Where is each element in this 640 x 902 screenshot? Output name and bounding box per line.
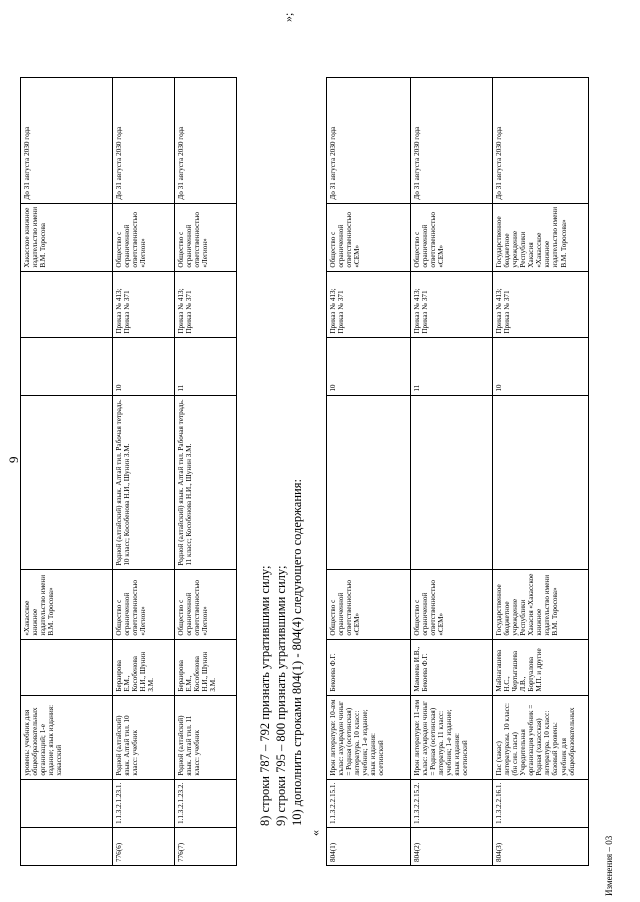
cell-date: До 31 августа 2030 года xyxy=(493,77,589,203)
cell-code: 1.1.3.2.2.15.2. xyxy=(411,779,493,827)
cell-grade: 10 xyxy=(327,337,411,395)
cell-code: 1.1.3.2.2.16.1. xyxy=(493,779,589,827)
cell-org: Общество с ограниченной ответственностью «Легион» xyxy=(175,203,237,271)
table-row xyxy=(493,77,589,865)
cell-title: Ирон литературæ: 10-æм кълас: ахуырадон чиныг = Родная (осетинская) литература. 10 класс: учебник; 1-е издание; язык издания: осетинский xyxy=(327,695,411,779)
cell-num xyxy=(21,828,113,866)
cell-org: Общество с ограниченной ответственностью «СЕМ» xyxy=(327,203,411,271)
table-row xyxy=(113,77,175,865)
cell-title: Пас (хакас) литературазы. 10 класс: (бн син. пасы) Учредительная организация учебник = Родная (хакасская) литература. 10 класс: базовый уровень: учебник для общеобразовательных xyxy=(493,695,589,779)
table-top xyxy=(20,77,237,866)
table-bottom xyxy=(326,77,589,866)
cell-grade: 10 xyxy=(493,337,589,395)
cell-code xyxy=(21,779,113,827)
cell-authors xyxy=(21,639,113,695)
cell-org: Государственное бюджетное учреждение Республики Хакасия «Хакасское книжное издательство имени В.М. Торосова» xyxy=(493,203,589,271)
table-row xyxy=(411,77,493,865)
cell-content xyxy=(21,395,113,569)
cell-publisher: Общество с ограниченной ответственностью «СЕМ» xyxy=(327,569,411,639)
page-number: 9 xyxy=(6,456,21,463)
amendment-line-10: 10) дополнить строками 804(1) - 804(4) следующего содержания: xyxy=(290,479,304,826)
cell-org: Общество с ограниченной ответственностью «Легион» xyxy=(113,203,175,271)
cell-date: До 31 августа 2030 года xyxy=(411,77,493,203)
cell-grade: 11 xyxy=(175,337,237,395)
cell-code: 1.1.3.2.1.23.1. xyxy=(113,779,175,827)
cell-date: До 31 августа 2030 года xyxy=(21,77,113,203)
cell-order: Приказ № 413; Приказ № 371 xyxy=(327,271,411,337)
cell-title: Ирон литературæ: 11-æм кълас: ахуырадон чиныг = Родная (осетинская) литература. 11 класс: учебник; 1-е издание; язык издания: осетинский xyxy=(411,695,493,779)
cell-org: Хакасское книжное издательство имени В.М. Торосова xyxy=(21,203,113,271)
amendment-line-8: 8) строки 787 – 792 признать утратившими силу; xyxy=(258,565,272,826)
cell-publisher: Общество с ограниченной ответственностью «Легион» xyxy=(113,569,175,639)
cell-org: Общество с ограниченной ответственностью «СЕМ» xyxy=(411,203,493,271)
cell-num: 776(7) xyxy=(175,828,237,866)
opening-quote: « xyxy=(308,830,322,836)
cell-authors: Майнагашева Н.С., Чертыгашева Л.В., Бортуалова М.П. и другие xyxy=(493,639,589,695)
cell-date: До 31 августа 2030 года xyxy=(327,77,411,203)
cell-code: 1.1.3.2.1.23.2. xyxy=(175,779,237,827)
cell-publisher: Общество с ограниченной ответственностью «Легион» xyxy=(175,569,237,639)
cell-grade: 11 xyxy=(411,337,493,395)
closing-quote: »; xyxy=(281,12,295,22)
cell-order: Приказ № 413; Приказ № 371 xyxy=(175,271,237,337)
cell-order: Приказ № 413; Приказ № 371 xyxy=(411,271,493,337)
cell-content xyxy=(493,395,589,569)
cell-content: Родной (алтайский) язык. Алтай тил. Рабочая тетрадь. 10 класс; Кособенова Н.И., Шунин З.М. xyxy=(113,395,175,569)
cell-authors: Бераирова Е.М., Кособенова Н.И., Шунин З.М. xyxy=(175,639,237,695)
table-row xyxy=(21,77,113,865)
cell-code: 1.1.3.2.2.15.1. xyxy=(327,779,411,827)
cell-content xyxy=(411,395,493,569)
table-row xyxy=(175,77,237,865)
amendment-line-9: 9) строки 795 – 800 признать утратившими силу; xyxy=(274,565,288,826)
cell-title: Родной (алтайский) язык. Алтай тил. 10 класс: учебник xyxy=(113,695,175,779)
cell-publisher: Государственное бюджетное учреждение Республики Хакасия «Хакасское книжное издательство имени В.М. Торосова» xyxy=(493,569,589,639)
cell-grade: 10 xyxy=(113,337,175,395)
cell-content: Родной (алтайский) язык. Алтай тил. Рабочая тетрадь. 11 класс; Кособенова Н.И., Шунин З.М. xyxy=(175,395,237,569)
table-row xyxy=(327,77,411,865)
cell-authors: Мамиева И.В., Бекоева Ф.Г. xyxy=(411,639,493,695)
cell-title: уровень: учебник для общеобразовательных организаций; 1-е издание; язык издания: хакасский xyxy=(21,695,113,779)
cell-grade xyxy=(21,337,113,395)
cell-publisher: «Хакасское книжное издательство имени В.М. Торосова» xyxy=(21,569,113,639)
cell-num: 804(3) xyxy=(493,828,589,866)
cell-order: Приказ № 413; Приказ № 371 xyxy=(113,271,175,337)
cell-authors: Бекоева Ф.Г. xyxy=(327,639,411,695)
cell-date: До 31 августа 2030 года xyxy=(113,77,175,203)
cell-date: До 31 августа 2030 года xyxy=(175,77,237,203)
cell-order: Приказ № 413; Приказ № 371 xyxy=(493,271,589,337)
cell-publisher: Общество с ограниченной ответственностью «СЕМ» xyxy=(411,569,493,639)
cell-num: 776(6) xyxy=(113,828,175,866)
cell-num: 804(1) xyxy=(327,828,411,866)
cell-order xyxy=(21,271,113,337)
cell-authors: Бераирова Е.М., Кособенова Н.И., Шунин З.М. xyxy=(113,639,175,695)
footer-revision: Изменения – 03 xyxy=(604,835,614,896)
cell-num: 804(2) xyxy=(411,828,493,866)
cell-content xyxy=(327,395,411,569)
cell-title: Родной (алтайский) язык. Алтай тил. 11 класс: учебник xyxy=(175,695,237,779)
